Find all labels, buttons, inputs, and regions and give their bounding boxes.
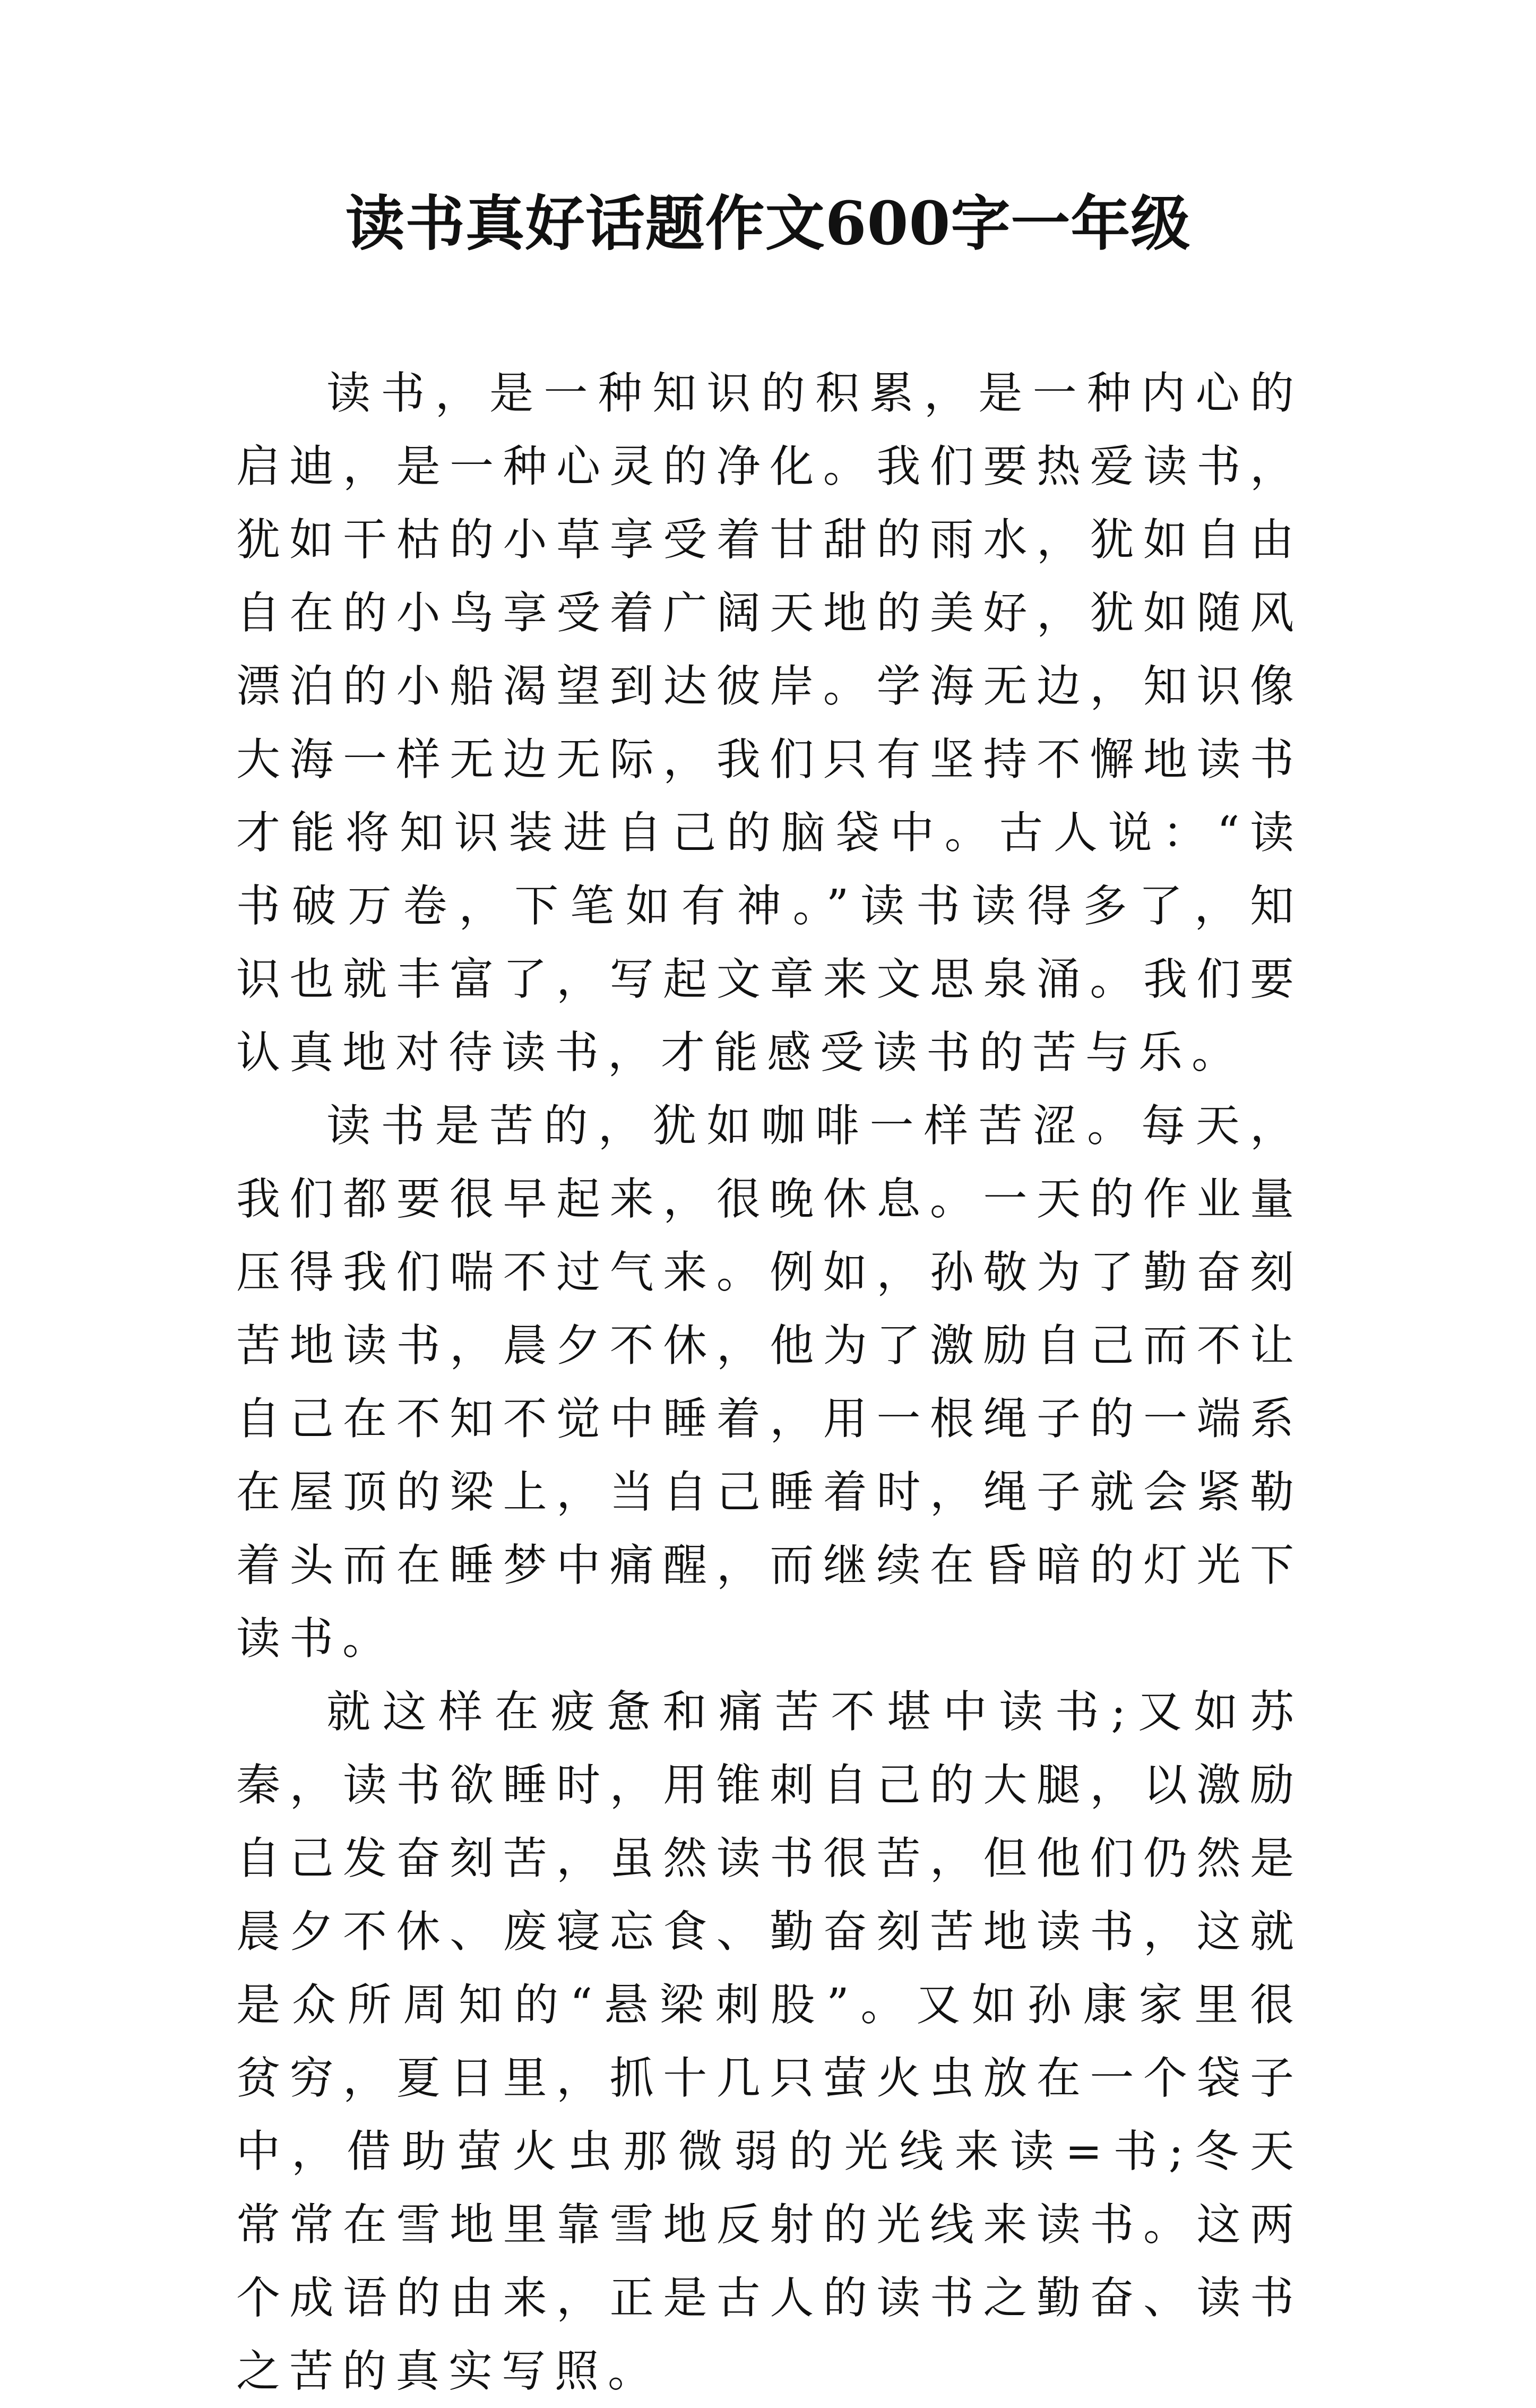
paragraph-1: 读书，是一种知识的积累，是一种内心的启迪，是一种心灵的净化。我们要热爱读书，犹如干枯的小草享受着甘甜的雨水，犹如自由自在的小鸟享受着广阔天地的美好，犹如随风漂泊的小船渴望到达彼岸。学海无边，知识像大海一样无边无际，我们只有坚持不懈地读书才能将知识装进自己的脑袋中。古人说：“读书破万卷，下笔如有神。”读书读得多了，知识也就丰富了，写起文章来文思泉涌。我们要认真地对待读书，才能感受读书的苦与乐。: [236, 367, 1303, 1078]
paragraph-2: 读书是苦的，犹如咖啡一样苦涩。每天，我们都要很早起来，很晚休息。一天的作业量压得我们喘不过气来。例如，孙敬为了勤奋刻苦地读书，晨夕不休，他为了激励自己而不让自己在不知不觉中睡着，用一根绳子的一端系在屋顶的梁上，当自己睡着时，绳子就会紧勒着头而在睡梦中痛醒，而继续在昏暗的灯光下读书。: [236, 1100, 1303, 1664]
document-title: 读书真好话题作文600字一年级: [345, 189, 1191, 259]
paragraph-3: 就这样在疲惫和痛苦不堪中读书;又如苏秦，读书欲睡时，用锥刺自己的大腿，以激励自己发奋刻苦，虽然读书很苦，但他们仍然是晨夕不休、废寝忘食、勤奋刻苦地读书，这就是众所周知的“悬梁刺股”。又如孙康家里很贫穷，夏日里，抓十几只萤火虫放在一个袋子中，借助萤火虫那微弱的光线来读=书;冬天常常在雪地里靠雪地反射的光线来读书。这两个成语的由来，正是古人的读书之勤奋、读书之苦的真实写照。: [236, 1686, 1303, 2397]
document-body: [236, 357, 1303, 2408]
